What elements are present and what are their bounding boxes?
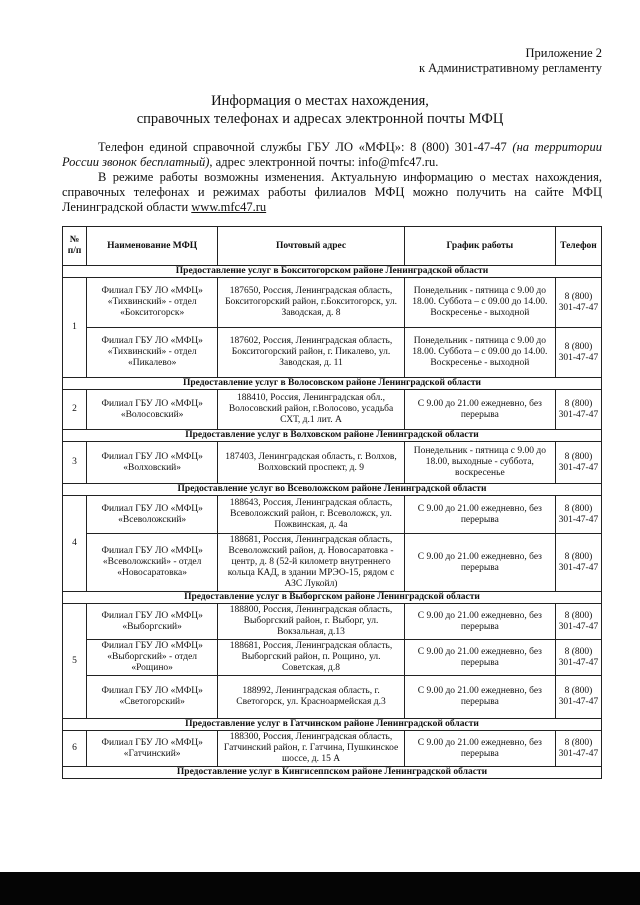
table-row (63, 328, 602, 378)
section-row (63, 767, 602, 779)
header-name: Наименование МФЦ (87, 227, 218, 266)
mfc-name-cell: Филиал ГБУ ЛО «МФЦ» «Тихвинский» - отдел «Бокситогорск» (87, 278, 218, 328)
table-row (63, 442, 602, 484)
schedule-cell: С 9.00 до 21.00 ежедневно, без перерыва (404, 676, 555, 719)
site-link[interactable]: www.mfc47.ru (191, 200, 267, 214)
row-number: 1 (63, 278, 87, 378)
schedule-cell: С 9.00 до 21.00 ежедневно, без перерыва (404, 640, 555, 676)
table-row (63, 604, 602, 640)
address-cell: 188992, Ленинградская область, г. Светогорск, ул. Красноармейская д.3 (218, 676, 405, 719)
mfc-name-cell: Филиал ГБУ ЛО «МФЦ» «Светогорский» (87, 676, 218, 719)
schedule-cell: С 9.00 до 21.00 ежедневно, без перерыва (404, 731, 555, 767)
table-row (63, 390, 602, 430)
section-title: Предоставление услуг в Гатчинском районе Ленинградской области (63, 719, 602, 731)
table-row (63, 278, 602, 328)
schedule-cell: С 9.00 до 21.00 ежедневно, без перерыва (404, 604, 555, 640)
address-cell: 188800, Россия, Ленинградская область, Выборгский район, г. Выборг, ул. Вокзальная, д.13 (218, 604, 405, 640)
mfc-name-cell: Филиал ГБУ ЛО «МФЦ» «Всеволожский» - отдел «Новосаратовка» (87, 534, 218, 592)
header-address: Почтовый адрес (218, 227, 405, 266)
schedule-cell: Понедельник - пятница с 9.00 до 18.00. Суббота – с 09.00 до 14.00. Воскресенье - выходной (404, 278, 555, 328)
schedule-cell: С 9.00 до 21.00 ежедневно, без перерыва (404, 534, 555, 592)
section-row (63, 592, 602, 604)
phone-cell: 8 (800) 301-47-47 (555, 278, 601, 328)
section-title: Предоставление услуг в Кингисеппском районе Ленинградской области (63, 767, 602, 779)
section-title: Предоставление услуг в Волховском районе Ленинградской области (63, 430, 602, 442)
address-cell: 187602, Россия, Ленинградская область, Бокситогорский район, г. Пикалево, ул. Заводская, д. 11 (218, 328, 405, 378)
mfc-name-cell: Филиал ГБУ ЛО «МФЦ» «Всеволожский» (87, 496, 218, 534)
mfc-name-cell: Филиал ГБУ ЛО «МФЦ» «Выборгский» (87, 604, 218, 640)
header-schedule: График работы (404, 227, 555, 266)
email-text: , адрес электронной почты: info@mfc47.ru. (209, 155, 439, 169)
row-number: 4 (63, 496, 87, 592)
phone-cell: 8 (800) 301-47-47 (555, 534, 601, 592)
table-row (63, 731, 602, 767)
phone-prefix: Телефон единой справочной службы ГБУ ЛО «МФЦ»: 8 (800) 301-47-47 (98, 140, 513, 154)
table-row (63, 496, 602, 534)
mfc-name-cell: Филиал ГБУ ЛО «МФЦ» «Тихвинский» - отдел «Пикалево» (87, 328, 218, 378)
table-header-row (63, 227, 602, 266)
section-row (63, 484, 602, 496)
schedule-cell: С 9.00 до 21.00 ежедневно, без перерыва (404, 390, 555, 430)
document-title (0, 92, 640, 128)
title-line2: справочных телефонах и адресах электронной почты МФЦ (136, 111, 504, 127)
mfc-name-cell: Филиал ГБУ ЛО «МФЦ» «Гатчинский» (87, 731, 218, 767)
phone-cell: 8 (800) 301-47-47 (555, 731, 601, 767)
scan-bottom-edge (0, 872, 640, 905)
row-number: 5 (63, 604, 87, 719)
section-title: Предоставление услуг в Бокситогорском районе Ленинградской области (63, 266, 602, 278)
intro-block (62, 140, 602, 215)
address-cell: 187403, Ленинградская область, г. Волхов, Волховский проспект, д. 9 (218, 442, 405, 484)
mfc-name-cell: Филиал ГБУ ЛО «МФЦ» «Выборгский» - отдел «Рощино» (87, 640, 218, 676)
intro-changes-paragraph (62, 170, 602, 215)
table-row (63, 676, 602, 719)
address-cell: 188410, Россия, Ленинградская обл., Волосовский район, г.Волосово, усадьба СХТ, д.1 лит. А (218, 390, 405, 430)
phone-cell: 8 (800) 301-47-47 (555, 676, 601, 719)
address-cell: 188681, Россия, Ленинградская область, Выборгский район, п. Рощино, ул. Советская, д.8 (218, 640, 405, 676)
schedule-cell: Понедельник - пятница с 9.00 до 18.00. Суббота – с 09.00 до 14.00. Воскресенье - выходной (404, 328, 555, 378)
section-row (63, 378, 602, 390)
section-row (63, 430, 602, 442)
section-title: Предоставление услуг в Выборгском районе Ленинградской области (63, 592, 602, 604)
mfc-name-cell: Филиал ГБУ ЛО «МФЦ» «Волосовский» (87, 390, 218, 430)
section-row (63, 719, 602, 731)
table-row (63, 640, 602, 676)
appendix-header (419, 46, 602, 76)
title-line1: Информация о местах нахождения, (211, 93, 429, 109)
mfc-table (62, 226, 602, 779)
address-cell: 188643, Россия, Ленинградская область, Всеволожский район, г. Всеволожск, ул. Пожвинская, д. 4а (218, 496, 405, 534)
phone-note: (на территории России звонок бесплатный) (62, 140, 603, 169)
schedule-cell: Понедельник - пятница с 9.00 до 18.00, выходные - суббота, воскресенье (404, 442, 555, 484)
address-cell: 187650, Россия, Ленинградская область, Бокситогорский район, г.Бокситогорск, ул. Заводская, д. 8 (218, 278, 405, 328)
header-num: № п/п (63, 227, 87, 266)
phone-cell: 8 (800) 301-47-47 (555, 442, 601, 484)
appendix-line1: Приложение 2 (525, 46, 602, 60)
section-title: Предоставление услуг во Всеволожском районе Ленинградской области (63, 484, 602, 496)
changes-text: В режиме работы возможны изменения. Актуальную информацию о местах нахождения, справочных телефонах и режимах работы филиалов МФЦ можно получить на сайте МФЦ Ленинградской области (62, 170, 602, 214)
section-row (63, 266, 602, 278)
section-title: Предоставление услуг в Волосовском районе Ленинградской области (63, 378, 602, 390)
phone-cell: 8 (800) 301-47-47 (555, 640, 601, 676)
mfc-name-cell: Филиал ГБУ ЛО «МФЦ» «Волховский» (87, 442, 218, 484)
row-number: 2 (63, 390, 87, 430)
schedule-cell: С 9.00 до 21.00 ежедневно, без перерыва (404, 496, 555, 534)
phone-cell: 8 (800) 301-47-47 (555, 604, 601, 640)
row-number: 3 (63, 442, 87, 484)
table-row (63, 534, 602, 592)
appendix-line2: к Административному регламенту (418, 61, 602, 75)
header-phone: Телефон (555, 227, 601, 266)
phone-cell: 8 (800) 301-47-47 (555, 390, 601, 430)
intro-phone-paragraph (62, 140, 602, 170)
phone-cell: 8 (800) 301-47-47 (555, 328, 601, 378)
address-cell: 188681, Россия, Ленинградская область, Всеволожский район, д. Новосаратовка - центр, д. 8 (52-й километр внутреннего кольца КАД, в здании МРЭО-15, рядом с АЗС Лукойл) (218, 534, 405, 592)
phone-cell: 8 (800) 301-47-47 (555, 496, 601, 534)
row-number: 6 (63, 731, 87, 767)
table-body (63, 266, 602, 779)
address-cell: 188300, Россия, Ленинградская область, Гатчинский район, г. Гатчина, Пушкинское шоссе, д. 15 А (218, 731, 405, 767)
